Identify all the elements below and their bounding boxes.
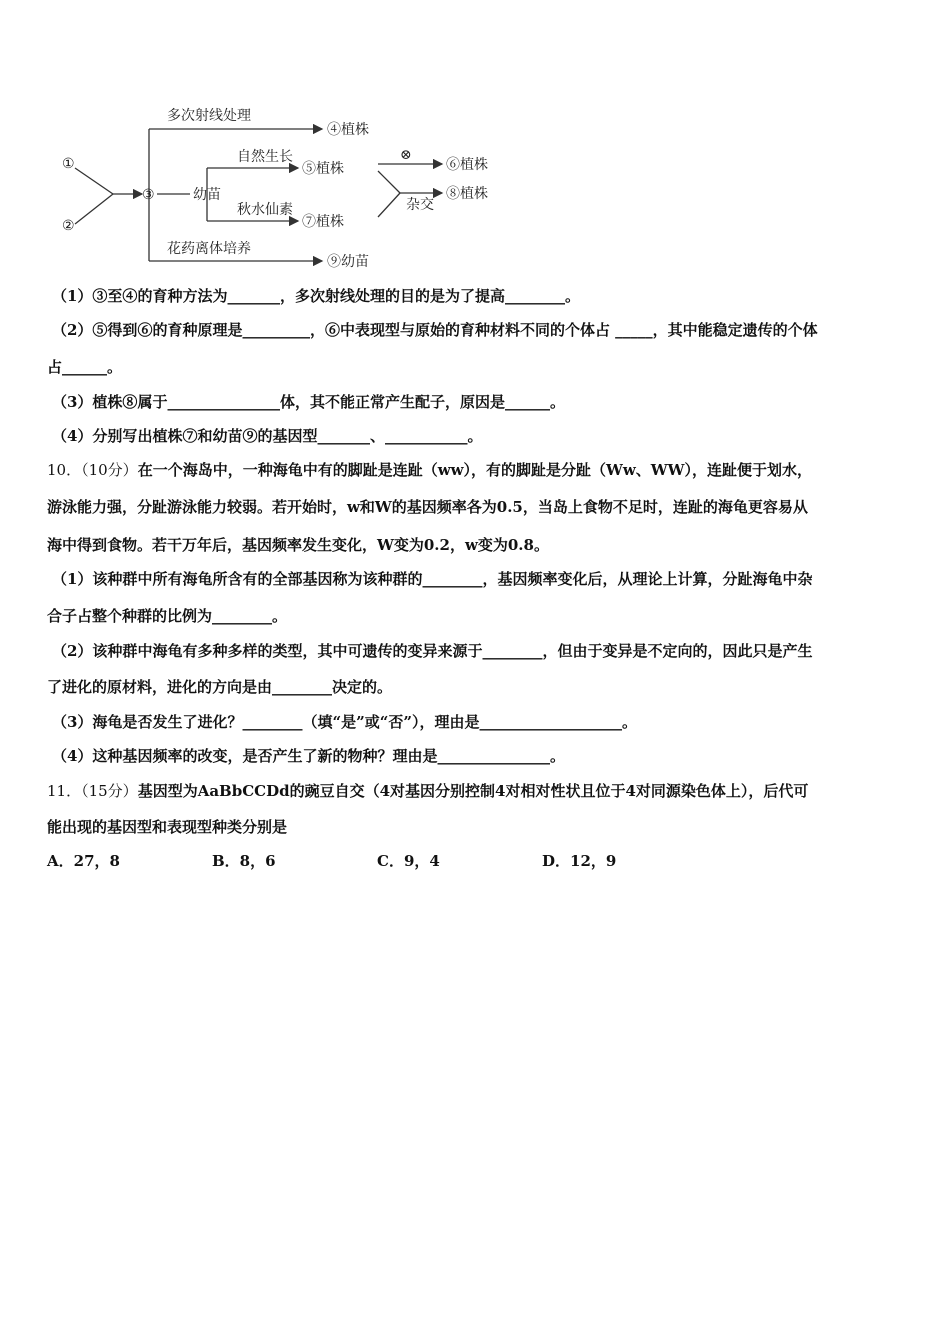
node-1: ① (62, 156, 75, 172)
seedling-9-label: ⑨幼苗 (327, 254, 369, 270)
multi-ray-label: 多次射线处理 (167, 108, 251, 124)
q9-sub2-line1: （2）⑤得到⑥的育种原理是_________，⑥中表现型与原始的育种材料不同的个体占 _____，其中能稳定遗传的个体 (52, 321, 818, 339)
q10-stem-line1 (47, 460, 907, 480)
q11-text1: 基因型为AaBbCCDd的豌豆自交（4对基因分别控制4对相对性状且位于4对同源染色体上），后代可 (137, 782, 809, 800)
colchicine-label: 秋水仙素 (237, 202, 293, 218)
q10-sub3: （3）海龟是否发生了进化？________（填“是”或“否”），理由是___________________。 (52, 713, 637, 731)
cross-label: 杂交 (406, 197, 434, 213)
plant-5-label: ⑤植株 (302, 161, 344, 177)
breeding-flow-svg (50, 96, 520, 276)
self-cross-symbol: ⊗ (400, 147, 412, 163)
plant-6-label: ⑥植株 (446, 157, 488, 173)
plant-7-label: ⑦植株 (302, 214, 344, 230)
q10-stem-line3: 海中得到食物。若干万年后，基因频率发生变化，W变为0.2，w变为0.8。 (47, 536, 549, 554)
plant-4-label: ④植株 (327, 122, 369, 138)
seedling-label: 幼苗 (193, 187, 221, 203)
plant-8-label: ⑧植株 (446, 186, 488, 202)
q10-sub2-line2: 了进化的原材料，进化的方向是由________决定的。 (47, 678, 393, 696)
cross-line-5 (378, 171, 400, 193)
q11-stem-line1 (47, 781, 907, 801)
line-1-to-junction (75, 168, 113, 194)
q9-sub4: （4）分别写出植株⑦和幼苗⑨的基因型_______、___________。 (52, 427, 483, 445)
node-2: ② (62, 218, 75, 234)
option-d[interactable]: D．12，9 (542, 852, 617, 870)
q10-stem-line2: 游泳能力强，分趾游泳能力较弱。若开始时，w和W的基因频率各为0.5，当岛上食物不足时，连趾的海龟更容易从 (47, 498, 808, 516)
line-2-to-junction (75, 194, 113, 224)
q10-sub2-line1: （2）该种群中海龟有多种多样的类型，其中可遗传的变异来源于________，但由于变异是不定向的，因此只是产生 (52, 642, 813, 660)
breeding-flow-diagram (50, 96, 520, 276)
q10-sub1-line2: 合子占整个种群的比例为________。 (47, 607, 288, 625)
node-3: ③ (142, 187, 155, 203)
q9-sub1: （1）③至④的育种方法为_______，多次射线处理的目的是为了提高________。 (52, 287, 580, 305)
q9-sub3: （3）植株⑧属于_______________体，其不能正常产生配子，原因是______。 (52, 393, 565, 411)
cross-line-7 (378, 193, 400, 217)
option-a[interactable]: A．27，8 (47, 852, 120, 870)
anther-culture-label: 花药离体培养 (167, 241, 251, 257)
q9-sub2-line2: 占______。 (47, 358, 123, 376)
q10-sub4: （4）这种基因频率的改变，是否产生了新的物种？理由是_______________。 (52, 747, 565, 765)
q11-number: 11．（15分） (47, 782, 138, 800)
q10-text1: 在一个海岛中，一种海龟中有的脚趾是连趾（ww），有的脚趾是分趾（Ww、WW），连趾便于划水， (137, 461, 812, 479)
q10-sub1-line1: （1）该种群中所有海龟所含有的全部基因称为该种群的________，基因频率变化后，从理论上计算，分趾海龟中杂 (52, 570, 813, 588)
q10-number: 10．（10分） (47, 461, 138, 479)
option-b[interactable]: B．8，6 (212, 852, 276, 870)
q11-stem-line2: 能出现的基因型和表现型种类分别是 (47, 818, 288, 836)
natural-growth-label: 自然生长 (237, 149, 293, 165)
option-c[interactable]: C．9，4 (377, 852, 440, 870)
